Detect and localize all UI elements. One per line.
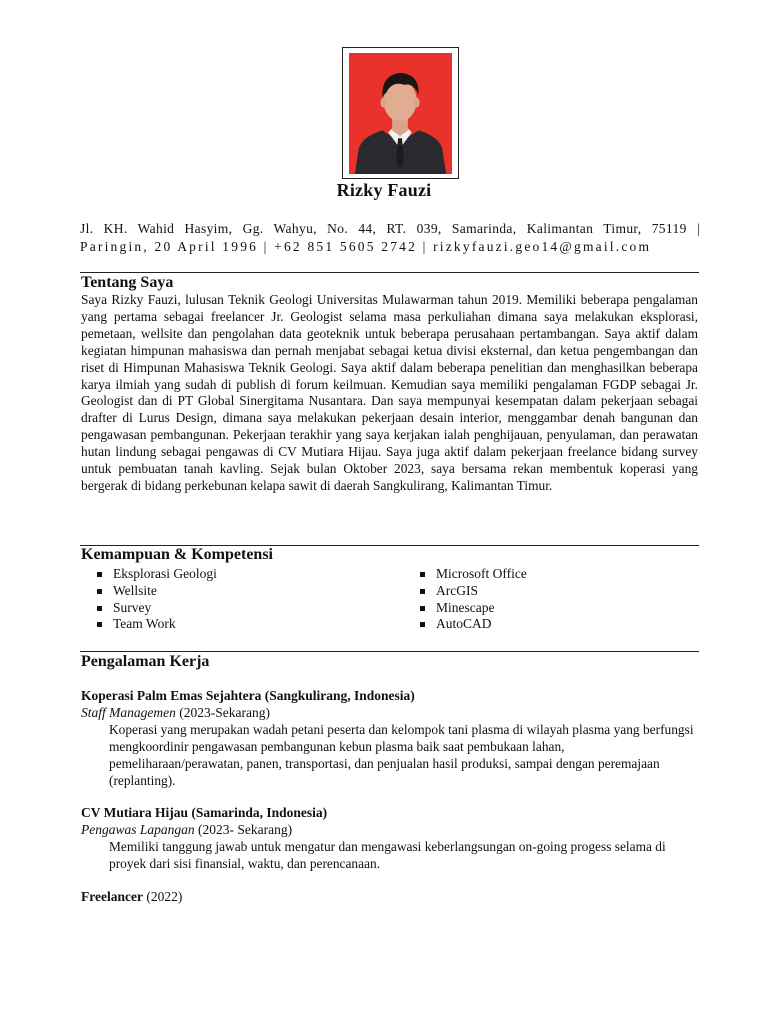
divider [80,651,699,652]
contact-address: Jl. KH. Wahid Hasyim, Gg. Wahyu, No. 44, RT. 039, Samarinda, Kalimantan Timur, 75119 | [80,221,700,236]
job-organization: Koperasi Palm Emas Sejahtera (Sangkulirang, Indonesia) [81,688,415,703]
skill-item: AutoCAD [419,616,527,633]
profile-photo [349,53,452,174]
job-description: Koperasi yang merupakan wadah petani peserta dan kelompok tani plasma di wilayah plasma yang berfungsi mengkoordinir pengawasan pembangunan kebun plasma baik saat pembukaan lahan, pemeliharaan/perawatan, panen, transportasi, dan penjualan hasil produksi, sampai dengan peremajaan (replanting). [109,722,694,788]
person-photo-icon [349,53,452,174]
skills-list-left [96,566,217,633]
skill-item: Minescape [419,600,527,617]
skill-item: Team Work [96,616,217,633]
job-period: (2023- Sekarang) [194,822,293,837]
freelancer-period: (2022) [142,889,183,904]
section-title-skills: Kemampuan & Kompetensi [81,546,273,563]
skill-item: Microsoft Office [419,566,527,583]
job-role [81,705,270,721]
job-role [81,822,292,838]
profile-photo-frame [342,47,459,179]
job-title: Pengawas Lapangan [81,822,195,837]
job-title: Staff Managemen [81,705,176,720]
job-period: (2023-Sekarang) [175,705,270,720]
person-name: Rizky Fauzi [336,180,432,200]
skill-item: Survey [96,600,217,617]
about-text: Saya Rizky Fauzi, lulusan Teknik Geologi Universitas Mulawarman tahun 2019. Memiliki beberapa pengalaman yang pertama sebagai freelancer Jr. Geologist selama masa perkuliahan dimana saya melakukan eksplorasi, pemetaan, wellsite dan pengolahan data geoteknik untuk beberapa perusahaan pertambangan. Saya aktif dalam kegiatan himpunan mahasiswa dan pernah menjabat sebagai ketua divisi eksternal, dan ketua pengembangan dan riset di Himpunan Mahasiswa Teknik Geologi. Saya aktif dalam beberapa penelitian dan menghasilkan beberapa karya ilmiah yang sudah di publish di forum keilmuan. Kemudian saya memiliki pengalaman FGDP sebagai Jr. Geologist dan di PT Global Sinergitama Nusantara. Dan saya mempunyai kesempatan dalam pekerjaan sebagai drafter di Lurus Design, dimana saya melakukan pekerjaan desain interior, menggambar denah bangunan dan pengawasan pembangunan. Pekerjaan terakhir yang saya kerjakan ialah penghijauan, penyulaman, dan perawatan hutan lindung sebagai pengawas di CV Mutiara Hijau. Saya juga aktif dalam pekerjaan freelance bidang survey untuk pembuatan tanah kavling. Sejak bulan Oktober 2023, saya bersama rekan membentuk koperasi yang bergerak di bidang perkebunan kelapa sawit di daerah Sangkulirang, Kalimantan Timur. [81,292,698,493]
contact-info [80,220,700,256]
freelancer-entry [81,889,182,905]
divider [80,272,699,273]
contact-details: Paringin, 20 April 1996 | +62 851 5605 2742 | rizkyfauzi.geo14@gmail.com [80,239,652,254]
skill-item: ArcGIS [419,583,527,600]
section-title-about: Tentang Saya [81,274,174,291]
skills-list-right [419,566,527,633]
section-title-experience: Pengalaman Kerja [81,653,210,670]
skill-item: Eksplorasi Geologi [96,566,217,583]
job-organization: CV Mutiara Hijau (Samarinda, Indonesia) [81,805,328,820]
job-description: Memiliki tanggung jawab untuk mengatur dan mengawasi keberlangsungan on-going progess selama di proyek dari sisi finansial, waktu, dan perencanaan. [109,839,666,871]
freelancer-label: Freelancer [81,889,143,904]
skill-item: Wellsite [96,583,217,600]
